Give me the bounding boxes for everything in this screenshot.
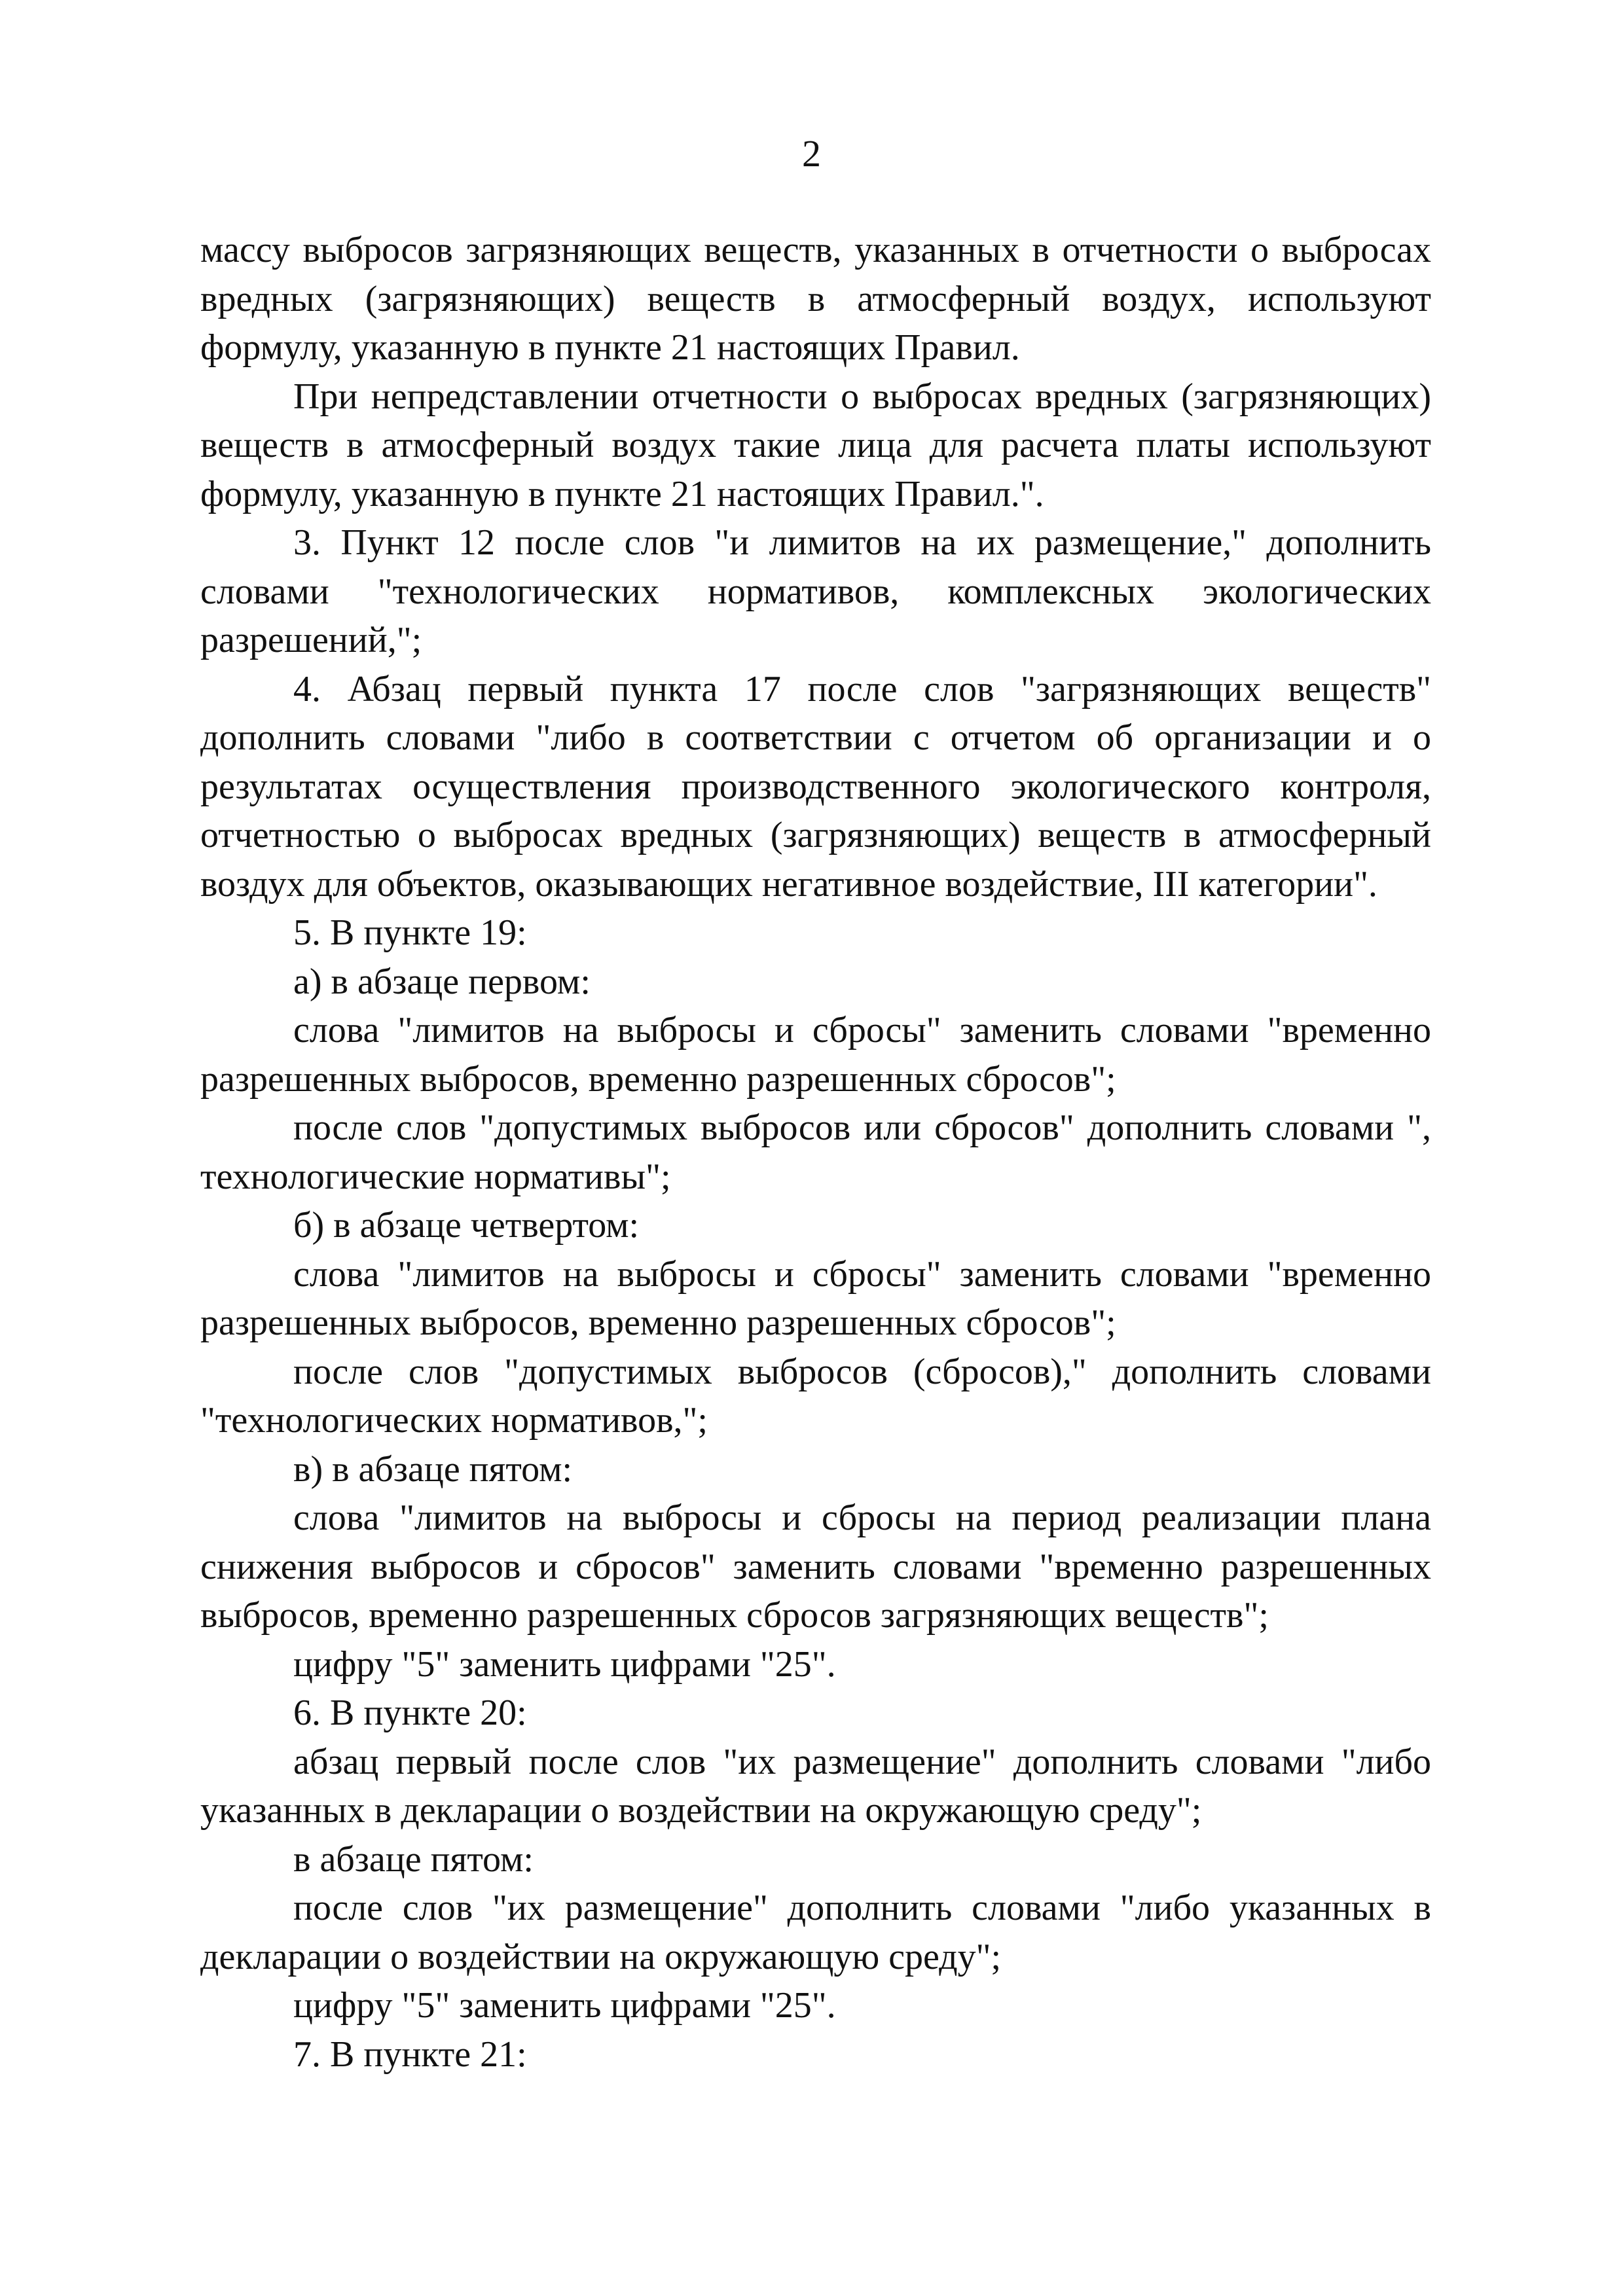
paragraph: цифру "5" заменить цифрами "25". <box>293 1643 836 1685</box>
paragraph: массу выбросов загрязняющих веществ, указанных в отчетности о выбросах вредных (загрязняющих) веществ в атмосферный воздух, используют формулу, указанную в пункте 21 настоящих Правил. <box>200 230 1431 368</box>
paragraph: слова "лимитов на выбросы и сбросы" заменить словами "временно разрешенных выбросов, временно разрешенных сбросов"; <box>200 1253 1431 1343</box>
paragraph: При непредставлении отчетности о выбросах вредных (загрязняющих) веществ в атмосферный воздух такие лица для расчета платы используют формулу, указанную в пункте 21 настоящих Правил.". <box>200 376 1431 514</box>
paragraph: цифру "5" заменить цифрами "25". <box>293 1985 836 2026</box>
paragraph: после слов "допустимых выбросов (сбросов)," дополнить словами "технологических нормативов,"; <box>200 1351 1431 1441</box>
paragraph: абзац первый после слов "их размещение" дополнить словами "либо указанных в декларации о воздействии на окружающую среду"; <box>200 1741 1431 1831</box>
paragraph: 7. В пункте 21: <box>293 2034 527 2075</box>
paragraph: 5. В пункте 19: <box>293 912 527 953</box>
paragraph: б) в абзаце четвертом: <box>293 1205 640 1246</box>
paragraph: после слов "допустимых выбросов или сбросов" дополнить словами ", технологические нормативы"; <box>200 1107 1431 1197</box>
paragraph: слова "лимитов на выбросы и сбросы" заменить словами "временно разрешенных выбросов, временно разрешенных сбросов"; <box>200 1010 1431 1100</box>
paragraph: после слов "их размещение" дополнить словами "либо указанных в декларации о воздействии на окружающую среду"; <box>200 1888 1431 1977</box>
paragraph: в) в абзаце пятом: <box>293 1448 573 1490</box>
document-body <box>200 226 1431 2079</box>
paragraph: слова "лимитов на выбросы и сбросы на период реализации плана снижения выбросов и сбросов" заменить словами "временно разрешенных выбросов, временно разрешенных сбросов загрязняющих веществ"; <box>200 1498 1431 1636</box>
paragraph: в абзаце пятом: <box>293 1839 534 1880</box>
paragraph: 3. Пункт 12 после слов "и лимитов на их размещение," дополнить словами "технологических нормативов, комплексных экологических разрешений,"; <box>200 522 1431 660</box>
paragraph: 4. Абзац первый пункта 17 после слов "загрязняющих веществ" дополнить словами "либо в соответствии с отчетом об организации и о результатах осуществления производственного экологического контроля, отчетностью о выбросах вредных (загрязняющих) веществ в атмосферный воздух для объектов, оказывающих негативное воздействие, III категории". <box>200 668 1431 905</box>
paragraph: а) в абзаце первом: <box>293 961 591 1002</box>
paragraph: 6. В пункте 20: <box>293 1693 527 1733</box>
page-number: 2 <box>802 132 821 175</box>
